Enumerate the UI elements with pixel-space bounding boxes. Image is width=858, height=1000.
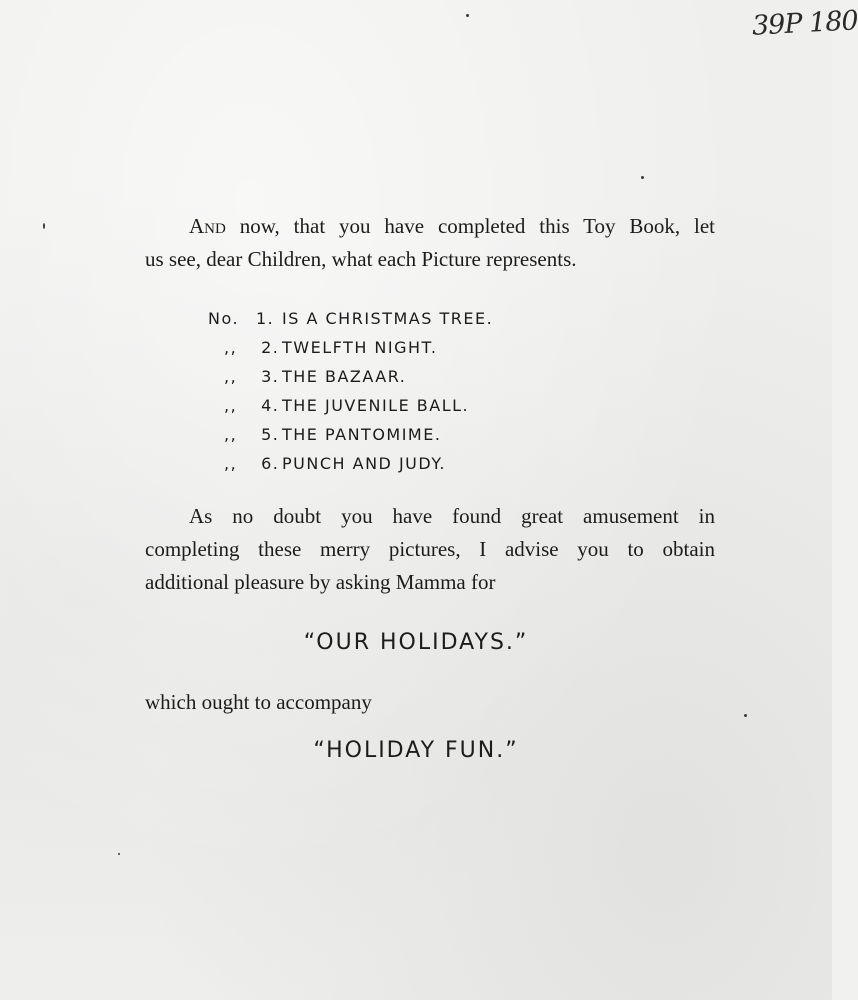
list-item-prefix: No. [208, 309, 240, 328]
accompany-line: which ought to accompany [145, 690, 372, 714]
paper-speck [744, 714, 747, 717]
intro-lead: And [189, 214, 226, 238]
list-item-prefix: ,, [224, 367, 238, 386]
list-item-title: THE BAZAAR. [282, 367, 407, 386]
shelfmark-annotation: 39P 180 [751, 5, 858, 42]
list-item [208, 304, 628, 333]
list-item [208, 362, 628, 391]
list-item-number: 6. [261, 454, 280, 473]
list-item-number: 4. [261, 396, 280, 415]
list-item [208, 449, 628, 478]
list-item-title: TWELFTH NIGHT. [282, 338, 438, 357]
list-item-prefix: ,, [224, 396, 238, 415]
list-item-number: 1. [256, 309, 275, 328]
paper-speck [118, 853, 120, 855]
closing-line-1: As no doubt you have found great amusement in [189, 504, 715, 528]
list-item-title: IS A CHRISTMAS TREE. [282, 309, 494, 328]
list-item-title: THE JUVENILE BALL. [282, 396, 470, 415]
closing-line-3: additional pleasure by asking Mamma for [145, 570, 496, 594]
list-item [208, 420, 628, 449]
closing-line-2: completing these merry pictures, I advise you to obtain [145, 537, 715, 561]
book-title-holiday-fun: “HOLIDAY FUN.” [313, 738, 519, 763]
intro-lead-small-caps [189, 214, 226, 238]
intro-line-2: us see, dear Children, what each Picture represents. [145, 247, 577, 271]
intro-line-1 [145, 210, 715, 243]
book-title-our-holidays: “OUR HOLIDAYS.” [303, 630, 529, 655]
list-item-number: 5. [261, 425, 280, 444]
closing-paragraph [145, 500, 715, 599]
pictures-list [208, 304, 628, 478]
list-item [208, 391, 628, 420]
list-item-number: 3. [261, 367, 280, 386]
intro-line-1-text: now, that you have completed this Toy Book, let [239, 214, 716, 238]
intro-paragraph [145, 210, 715, 276]
list-item-title: THE PANTOMIME. [282, 425, 442, 444]
paper-speck [466, 14, 469, 17]
list-item-prefix: ,, [224, 425, 238, 444]
list-item-number: 2. [261, 338, 280, 357]
list-item-title: PUNCH AND JUDY. [282, 454, 446, 473]
list-item-prefix: ,, [224, 454, 238, 473]
paper-speck [641, 176, 644, 179]
list-item-prefix: ,, [224, 338, 238, 357]
paper-speck [43, 223, 45, 229]
accompany-text [145, 686, 715, 719]
list-item [208, 333, 628, 362]
